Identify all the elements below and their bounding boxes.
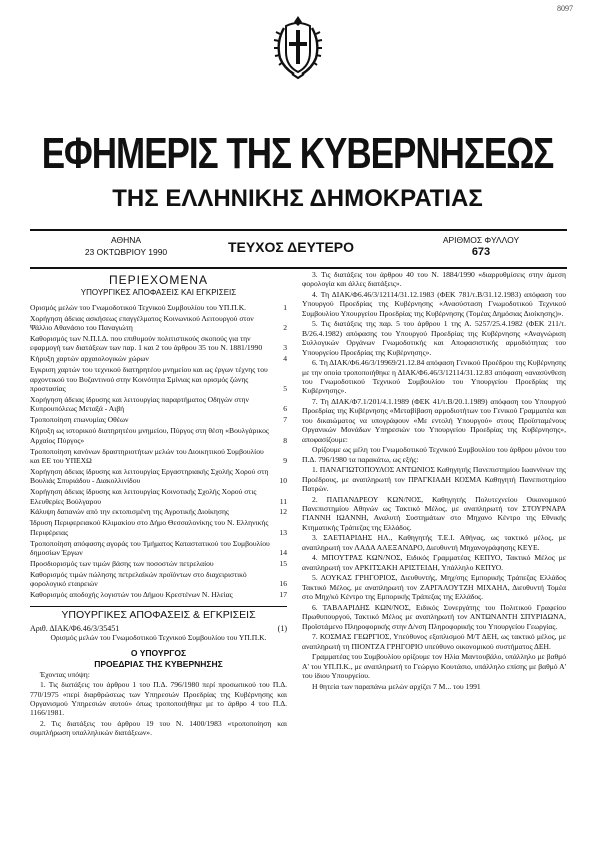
decision-clause: 4. Τη ΔΙΑΚ/Φ6.46/3/12114/31.12.1983 (ΦΕΚ 781/τ.Β/31.12.1983) απόφαση του Υπουργού Προεδρίας της Κυβέρνησης «Ανασύσταση Γνωμοδοτικού Τεχνικού Συμβουλίου Υπουργείου Προεδρίας της Κυβέρνησης (Τομέας Δημόσιας Διοίκησης)». xyxy=(302,290,566,318)
toc-item: Προσδιορισμός των τιμών βάσης των ποσοστών πετρελαίου 15 xyxy=(30,558,287,568)
member-entry: 6. ΤΑΒΛΑΡΙΔΗΣ ΚΩΝ/ΝΟΣ, Ειδικός Συνεργάτης του Πολιτικού Γραφείου Πρωθυπουργού, Τακτικό Μέλος με αναπληρωτή τον ΑΝΤΩΝΑΝΤΗ ΣΠΥΡΙΔΩΝΑ, Προϊστάμενο Πληροφορικής στην Δ/νση Πληροφορικής του Υπουργείου Γεωργίας. xyxy=(302,602,566,631)
left-column xyxy=(30,273,287,739)
issue-sheet-number: 673 xyxy=(471,246,491,258)
toc-item: Ορισμός μελών του Γνωμοδοτικού Τεχνικού Συμβουλίου του ΥΠ.Π.Κ. 1 xyxy=(30,302,287,312)
secretary-paragraph: Γραμματέας του Συμβουλίου ορίζουμε τον Ηλία Μαντουβάλο, υπάλληλο με βαθμό Α' του ΥΠ.Π.Κ., με αναπληρωτή το Γεώργιο Κουτάσιο, υπάλληλο επίσης με βαθμό Α' του ίδιου Υπουργείου. xyxy=(302,652,566,681)
decision-paragraph: 1. Τις διατάξεις του άρθρου 1 του Π.Δ. 796/1980 περί προσωπικού του Π.Δ. 770/1975 «περί διαρθρώσεως των Υπηρεσιών Προεδρίας της Κυβέρνησης και Οργανισμού Υπηρεσιών αυτού» όπως τροποποιήθηκε με το άρθρο 4 του Π.Δ. 1166/1981. xyxy=(30,680,287,718)
issue-sheet-label: ΑΡΙΘΜΟΣ ΦΥΛΛΟΥ xyxy=(442,235,520,245)
toc-item: Ίδρυση Περιφερειακού Κλιμακίου στο Δήμο Θεσσαλονίκης του Ν. Ελληνικής Περιφέρειας 13 xyxy=(30,518,287,537)
decision-clause: 6. Τη ΔΙΑΚ/Φ6.46/3/19969/21.12.84 απόφαση Γενικού Προέδρου της Κυβέρνησης με την οποία τροποποιήθηκε η ΔΙΑΚ/Φ6.46/3/12114/31.12.83 απόφαση «ανασύνθεση του Γνωμοδοτικού Τεχνικού Συμβουλίου του Υπουργείου Προεδρίας της Κυβέρνησης». xyxy=(302,358,566,396)
decision-number: Αριθ. ΔΙΑΚ/Φ6.46/3/35451 xyxy=(30,624,120,633)
section-divider xyxy=(30,606,287,607)
toc-item: Χορήγηση άδειας ίδρυσης και λειτουργίας Εργαστηριακής Σχολής Χορού στη Βουλιάς Σπυριάδου - Διακολλινίδου 10 xyxy=(30,466,287,486)
issue-place: ΑΘΗΝΑ xyxy=(110,235,142,245)
toc-item: Τροποποίηση κανόνων δραστηριοτήτων μελών του Διοικητικού Συμβουλίου και ΕΕ του ΥΠΕΧΩ 9 xyxy=(30,446,287,465)
decision-number-suffix: (1) xyxy=(277,624,287,633)
issue-date: 23 ΟΚΤΩΒΡΙΟΥ 1990 xyxy=(84,247,168,257)
toc-item: Εγκριση χαρτών του τεχνικού διατηρητέου μνημείου και ως έργων τέχνης του αρχοντικού του Βυζαντινού στην Κοινότητα Σμίνιας και ορισμός ζώνης προστασίας 5 xyxy=(30,365,287,394)
toc-item: Κήρυξη χαρτών αρχαιολογικών χώρων 4 xyxy=(30,354,287,364)
decision-number-line xyxy=(30,624,287,633)
issue-volume: ΤΕΥΧΟΣ ΔΕΥΤΕΡΟ xyxy=(227,239,355,255)
member-entry: 4. ΜΠΟΥΤΡΑΣ ΚΩΝ/ΝΟΣ, Ειδικός Γραμματέας ΚΕΠΥΟ, Τακτικό Μέλος με αναπληρωτή τον ΑΡΚΙΤΣΑΚΗ ΑΡΙΣΤΕΙΔΗ, Υπάλληλο ΚΕΠΥΟ. xyxy=(302,553,566,572)
toc-item: Χορήγηση άδειας ίδρυσης και λειτουργίας παραρτήματος Οδηγών στην Κυπρουπόλεως Μεταξά - Αιβή 6 xyxy=(30,394,287,414)
toc-item: Καθορισμός αποδοχής λογιστών του Δήμου Κρεστένων Ν. Ηλείας 17 xyxy=(30,590,287,600)
decision-clause: Ορίζουμε ως μέλη του Γνωμοδοτικού Τεχνικού Συμβουλίου του άρθρου μόνου του Π.Δ. 796/1980 τα παρακάτω, ως εξής: xyxy=(302,445,566,464)
issue-place-date xyxy=(66,234,186,258)
masthead-title: ΕΦΗΜΕΡΙΣ ΤΗΣ ΚΥΒΕΡΝΗΣΕΩΣ xyxy=(41,129,554,178)
toc-list xyxy=(30,303,287,600)
toc-item: Τροποποίηση απόφασης αγοράς του Τμήματος Καταστατικού του Συμβουλίου δημοσίων Έργων 14 xyxy=(30,538,287,558)
decision-authority: Ο ΥΠΟΥΡΓΟΣ xyxy=(130,647,187,658)
toc-item: Καθορισμός τιμών πώλησης πετρελαϊκών προϊόντων στο διαχειριστικό φορολογικό εταιρειών 16 xyxy=(30,569,287,589)
greek-coat-of-arms-icon xyxy=(272,14,324,80)
toc-heading: ΠΕΡΙΕΧΟΜΕΝΑ xyxy=(108,273,209,287)
toc-item: Κάλυψη δαπανών από την εκτοπισμένη της Αγροτικής Διοίκησης 12 xyxy=(30,507,287,517)
page-number: 8097 xyxy=(557,4,573,13)
toc-item: Καθορισμός των Ν.Π.Ι.Δ. που επιθυμούν πολιτιστικούς σκοπούς για την εφαρμογή των διατάξεων των παρ. 1 και 2 του άρθρου 35 του Ν. 1881/1990 3 xyxy=(30,334,287,353)
decisions-heading: ΥΠΟΥΡΓΙΚΕΣ ΑΠΟΦΑΣΕΙΣ & ΕΓΚΡΙΣΕΙΣ xyxy=(61,608,256,621)
toc-item: Τροποποίηση επωνυμίας Οθέων 7 xyxy=(30,415,287,425)
right-column xyxy=(302,270,566,692)
toc-item: Χορήγηση άδειας ασκήσεως επαγγέλματος Κοινωνικού Λειτουργού στον Ψάλλιο Αθανάσιο του Παναγιώτη 2 xyxy=(30,313,287,333)
decision-subject: Ορισμός μελών του Γνωμοδοτικού Τεχνικού Συμβουλίου του ΥΠ.Π.Κ. xyxy=(50,633,267,643)
toc-subheading: ΥΠΟΥΡΓΙΚΕΣ ΑΠΟΦΑΣΕΙΣ ΚΑΙ ΕΓΚΡΙΣΕΙΣ xyxy=(80,288,237,298)
decision-clause: 3. Τις διατάξεις του άρθρου 40 του Ν. 1884/1990 «διαρρυθμίσεις στην άμεση φορολογία και άλλες διατάξεις». xyxy=(302,270,566,289)
member-entry: 5. ΛΟΥΚΑΣ ΓΡΗΓΟΡΙΟΣ, Διευθυντής, Μηχ/σης Εμπορικής Τράπεζας Ελλάδος Τακτικό Μέλος, με αναπληρωτή τον ΖΑΡΓΑΛΟΥΤΖΗ ΜΙΧΑΗΛ, Διευθυντή Τομέα στο Μηχ/κό Κέντρο της Εμπορικής Τράπεζας της Ελλάδος. xyxy=(302,573,566,602)
decision-clause: 7. Τη ΔΙΑΚ/Φ7.1/201/4.1.1989 (ΦΕΚ 41/τ.Β/20.1.1989) απόφαση του Υπουργού Προεδρίας της Κυβέρνησης «Μεταβίβαση αρμοδιοτήτων του Γενικού Γραμματέα και του δικαιώματος να υπογράφουν «Με εντολή Υπουργού» στους Προϊσταμένους Οργανικών Μονάδων Υπηρεσιών του Υπουργείου Προεδρίας της Κυβέρνησης», αποφασίζουμε: xyxy=(302,397,566,444)
issue-info-bar xyxy=(30,229,567,269)
decision-clause: 5. Τις διατάξεις της παρ. 5 του άρθρου 1 της Α. 5257/25.4.1982 (ΦΕΚ 211/τ. Β/26.4.1982) απόφασης του Υπουργού Προεδρίας της Κυβέρνησης «Αναγνώριση Συλλογικών Οργάνων Γνωμοδοτικής και Αποφασιστικής αρμοδιότητας του Υπουργείου Προεδρίας της Κυβέρνησης». xyxy=(302,319,566,357)
toc-item: Χορήγηση άδειας ίδρυσης και λειτουργίας Κοινοτικής Σχολής Χορού στις Ελευθερίες Βούλγαρου 11 xyxy=(30,487,287,506)
member-entry: 1. ΠΑΝΑΓΙΩΤΟΠΟΥΛΟΣ ΑΝΤΩΝΙΟΣ Καθηγητής Πανεπιστημίου Ιωαννίνων της Προέδρους, με αναπληρωτή τον ΠΡΑΓΚΙΑΔΗ ΚΟΣΜΑ Καθηγητή Πανεπιστημίου Πατρών. xyxy=(302,465,566,494)
term-paragraph: Η θητεία των παραπάνω μελών αρχίζει 7 Μ... του 1991 xyxy=(312,681,481,691)
masthead-subtitle: ΤΗΣ ΕΛΛΗΝΙΚΗΣ ΔΗΜΟΚΡΑΤΙΑΣ xyxy=(112,185,483,212)
decision-considering: Έχοντας υπόψη: xyxy=(40,669,90,679)
issue-sheet xyxy=(421,234,541,258)
member-entry: 3. ΣΑΕΤΙΑΡΙΔΗΣ ΗΛ., Καθηγητής Τ.Ε.Ι. Αθήνας, ως τακτικό μέλος, με αναπληρωτή τον ΛΑΔΑ ΑΛΕΞΑΝΔΡΟ, Διευθυντή Μηχανογράφησης ΚΕΥΕ. xyxy=(302,533,566,552)
decision-paragraph: 2. Τις διατάξεις του άρθρου 19 του Ν. 1400/1983 «τροποποίηση και συμπλήρωση υπαλληλικών διατάξεων». xyxy=(30,718,287,738)
member-entry: 2. ΠΑΠΑΝΔΡΕΟΥ ΚΩΝ/ΝΟΣ, Καθηγητής Πολυτεχνείου Οικονομικού Πανεπιστημίου Αθηνών ως Τακτικό Μέλος, με αναπληρωτή τον ΣΤΟΥΡΝΑΡΑ ΓΙΑΝΝΗ ΙΩΑΝΝΗ, Αναλυτή Συστημάτων στο Μηχανο Κέντρο της Εθνικής Κτηματικής Τράπεζας της Ελλάδος. xyxy=(302,494,566,532)
decision-authority-title: ΠΡΟΕΔΡΙΑΣ ΤΗΣ ΚΥΒΕΡΝΗΣΗΣ xyxy=(94,658,223,669)
member-entry: 7. ΚΟΣΜΑΣ ΓΕΩΡΓΙΟΣ, Υπεύθυνος εξοπλισμού Μ/Τ ΔΕΗ, ως τακτικό μέλος, με αναπληρωτή τη ΠΙΟΝΤΖΑ ΓΡΗΓΟΡΙΟ υπεύθυνο οικονομικού συστήματος ΔΕΗ. xyxy=(302,632,566,651)
toc-item: Κήρυξη ως ιστορικού διατηρητέου μνημείου, Πύργος στη θέση «Βουλγάρικος Αρχαίος Πύργος» 8 xyxy=(30,426,287,445)
